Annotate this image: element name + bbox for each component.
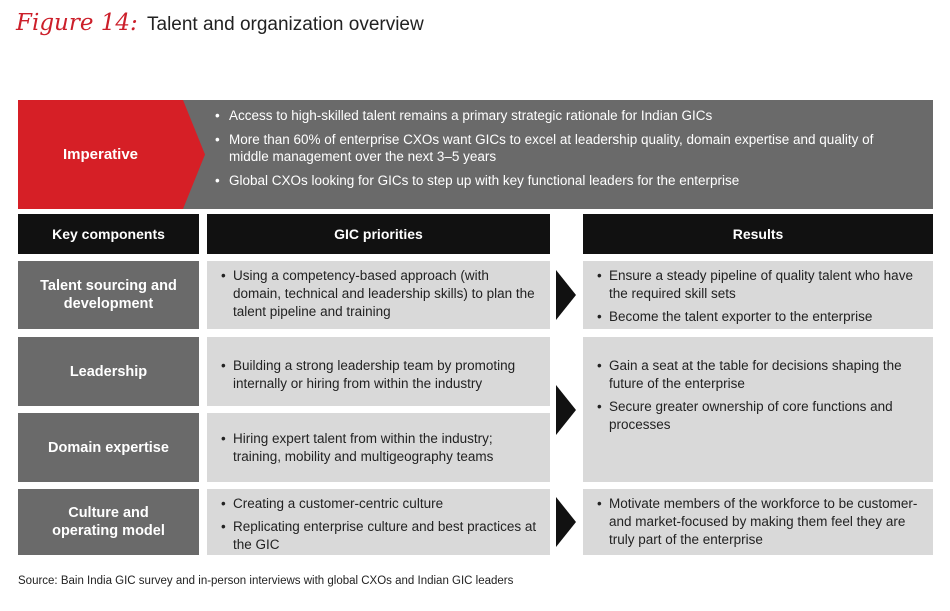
- imperative-bullet: • More than 60% of enterprise CXOs want GICs to excel at leadership quality, domain expertise and quality of middle management over the next 3–5 years: [215, 131, 915, 165]
- priorities-domain-expertise: [207, 413, 550, 482]
- results-leadership-domain: [583, 337, 933, 482]
- results-culture: [583, 489, 933, 555]
- row-label-domain-expertise: Domain expertise: [18, 413, 199, 482]
- figure-label: Figure 14:: [16, 10, 138, 36]
- result-bullet: • Become the talent exporter to the enterprise: [597, 308, 921, 326]
- header-results: Results: [583, 214, 933, 254]
- priority-bullet: • Using a competency-based approach (with domain, technical and leadership skills) to plan the talent pipeline and training: [221, 267, 538, 321]
- imperative-bullet: • Access to high-skilled talent remains a primary strategic rationale for Indian GICs: [215, 107, 915, 124]
- results-talent-sourcing: [583, 261, 933, 329]
- source-note: Source: Bain India GIC survey and in-person interviews with global CXOs and Indian GIC leaders: [18, 575, 514, 587]
- row-label-leadership: Leadership: [18, 337, 199, 406]
- result-bullet: • Ensure a steady pipeline of quality talent who have the required skill sets: [597, 267, 921, 303]
- imperative-bullets: [215, 107, 915, 196]
- priority-bullet: • Building a strong leadership team by promoting internally or hiring from within the industry: [221, 357, 538, 393]
- priority-bullet: • Hiring expert talent from within the industry; training, mobility and multigeography teams: [221, 430, 538, 466]
- chevron-right-icon: [556, 270, 576, 320]
- figure-title: Talent and organization overview: [147, 14, 424, 35]
- chevron-right-icon: [556, 385, 576, 435]
- result-bullet: • Gain a seat at the table for decisions shaping the future of the enterprise: [597, 357, 921, 393]
- imperative-arrow-icon: [183, 100, 205, 209]
- row-label-culture: Culture and operating model: [18, 489, 199, 555]
- imperative-label: Imperative: [18, 100, 183, 209]
- header-gic-priorities: GIC priorities: [207, 214, 550, 254]
- result-bullet: • Motivate members of the workforce to be customer- and market-focused by making them feel they are truly part of the enterprise: [597, 495, 921, 549]
- header-key-components: Key components: [18, 214, 199, 254]
- chevron-right-icon: [556, 497, 576, 547]
- row-label-talent-sourcing: Talent sourcing and development: [18, 261, 199, 329]
- priorities-leadership: [207, 337, 550, 406]
- result-bullet: • Secure greater ownership of core functions and processes: [597, 398, 921, 434]
- priorities-culture: [207, 489, 550, 555]
- priorities-talent-sourcing: [207, 261, 550, 329]
- imperative-bullet: • Global CXOs looking for GICs to step up with key functional leaders for the enterprise: [215, 172, 915, 189]
- priority-bullet: • Replicating enterprise culture and best practices at the GIC: [221, 518, 538, 554]
- priority-bullet: • Creating a customer-centric culture: [221, 495, 538, 513]
